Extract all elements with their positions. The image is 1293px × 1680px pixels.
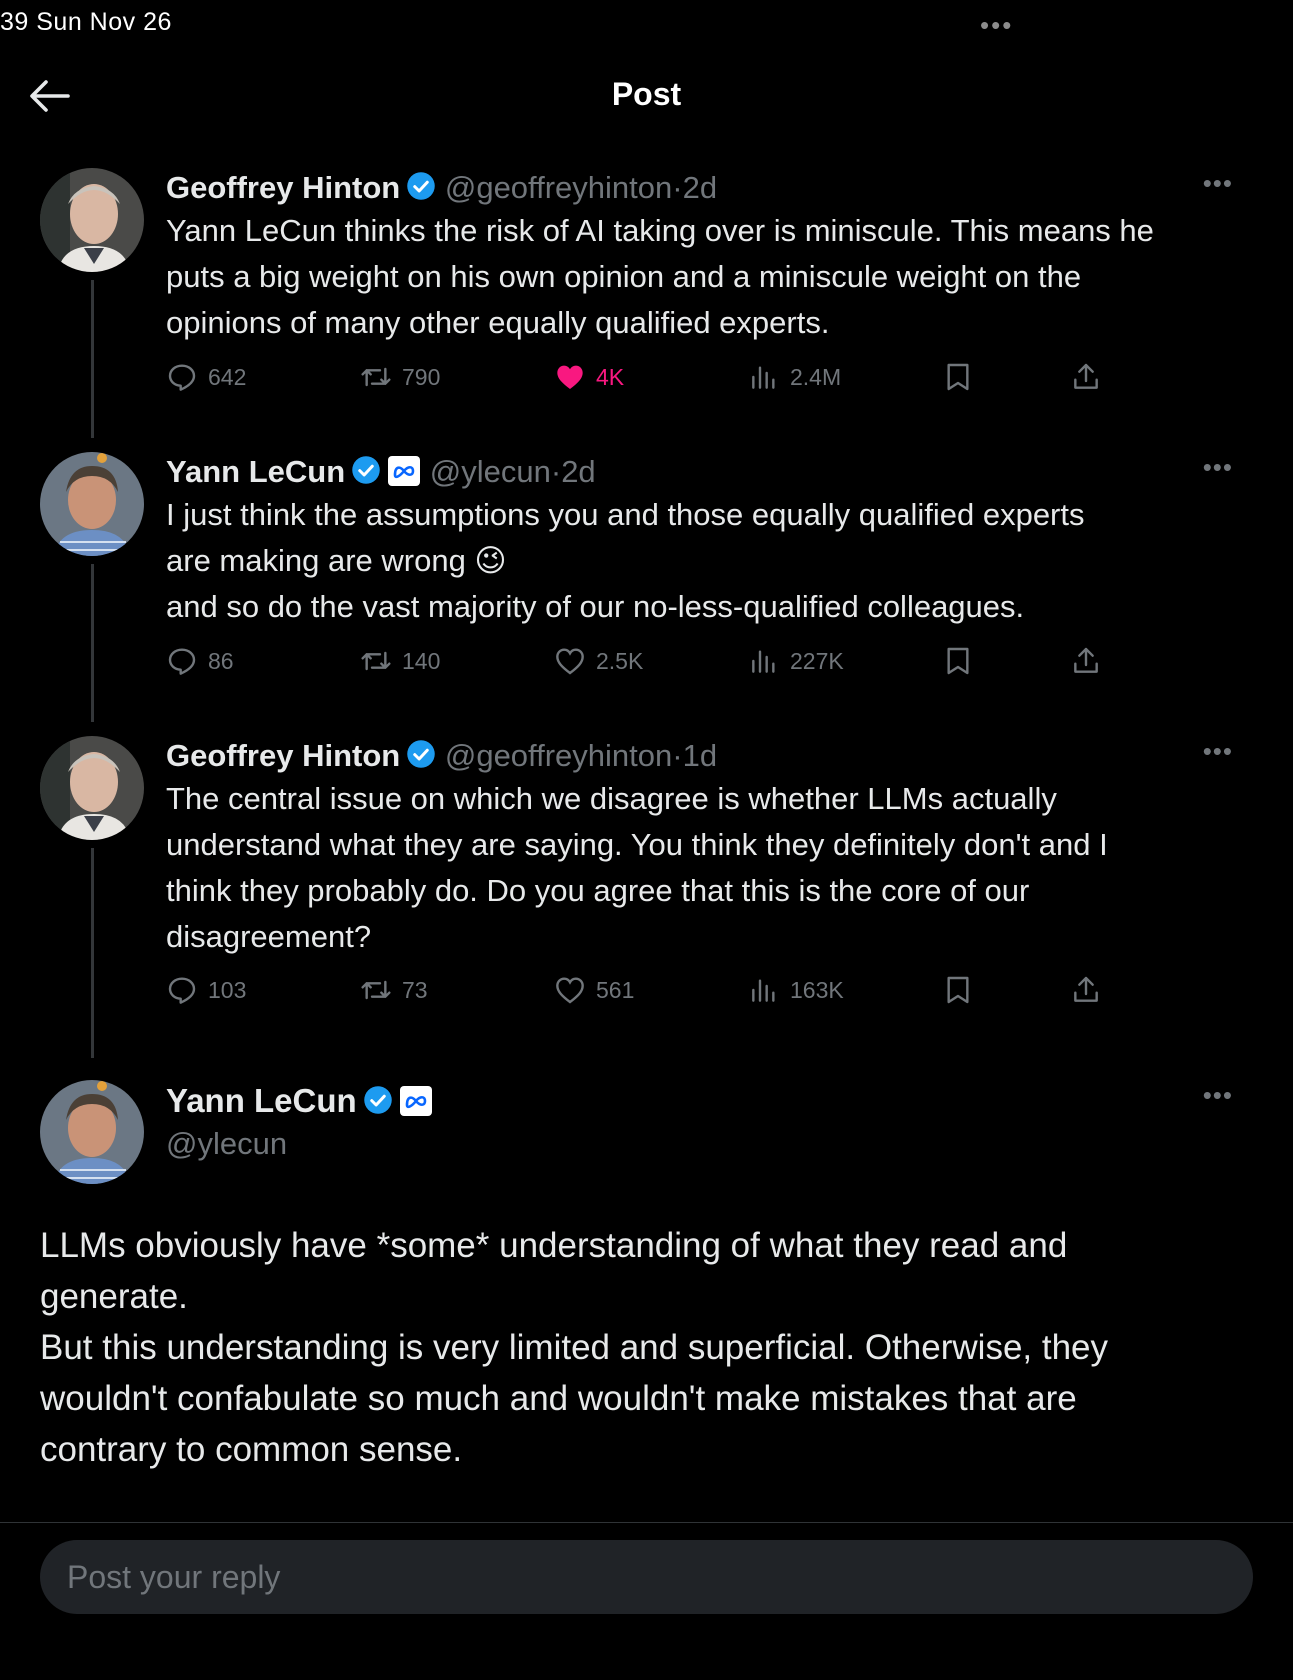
- meta-affiliation-icon: [399, 1085, 433, 1117]
- text-line: The central issue on which we disagree is whether LLMs actually: [166, 781, 1057, 816]
- page-title: Post: [611, 76, 682, 112]
- action-bar: [166, 641, 1166, 681]
- reply-count: 642: [208, 363, 247, 390]
- text-line: LLMs obviously have *some* understanding of what they read and: [40, 1226, 1068, 1265]
- post-text: [40, 1220, 1260, 1475]
- tweet-text: [166, 492, 1256, 630]
- avatar[interactable]: [40, 452, 144, 556]
- bookmark-icon: [942, 645, 974, 677]
- text-line: wouldn't confabulate so much and wouldn't make mistakes that are: [40, 1379, 1077, 1418]
- text-line: are making are wrong 😉: [166, 543, 507, 578]
- text-line: think they probably do. Do you agree that this is the core of our: [166, 873, 1030, 908]
- tweet-text: [166, 208, 1256, 346]
- author-name[interactable]: Yann LeCun: [166, 454, 346, 489]
- like-count: 561: [596, 976, 635, 1003]
- text-line: generate.: [40, 1277, 188, 1316]
- author-name[interactable]: Yann LeCun: [166, 1082, 357, 1119]
- share-icon: [1070, 974, 1102, 1006]
- thread-connector: [91, 564, 94, 722]
- reply-input[interactable]: [65, 1558, 1219, 1597]
- bookmark-button[interactable]: [942, 970, 984, 1010]
- like-button[interactable]: [554, 970, 634, 1010]
- author-name[interactable]: Geoffrey Hinton: [166, 170, 401, 205]
- post-time[interactable]: 2d: [682, 170, 718, 205]
- author-handle[interactable]: @geoffreyhinton: [444, 738, 673, 773]
- more-options-button[interactable]: •••: [1202, 1080, 1233, 1110]
- text-line: and so do the vast majority of our no-less-qualified colleagues.: [166, 589, 1025, 624]
- tweet-header: [166, 170, 717, 206]
- heart-filled-icon: [554, 361, 586, 393]
- share-icon: [1070, 361, 1102, 393]
- text-line: opinions of many other equally qualified experts.: [166, 305, 830, 340]
- text-line: I just think the assumptions you and those equally qualified experts: [166, 497, 1085, 532]
- text-line: Yann LeCun thinks the risk of AI taking over is miniscule. This means he: [166, 213, 1154, 248]
- repost-button[interactable]: [360, 641, 440, 681]
- avatar-lecun-icon: [40, 452, 144, 556]
- thread-tweet[interactable]: [0, 148, 1293, 432]
- author-handle[interactable]: @geoffreyhinton: [444, 170, 673, 205]
- thread-connector: [91, 848, 94, 1058]
- tweet-header: [166, 454, 596, 490]
- avatar[interactable]: [40, 168, 144, 272]
- reply-icon: [166, 361, 198, 393]
- verified-badge-icon: [406, 171, 436, 201]
- reply-icon: [166, 645, 198, 677]
- bookmark-icon: [942, 974, 974, 1006]
- repost-button[interactable]: [360, 357, 440, 397]
- status-bar: [0, 0, 1293, 46]
- views-count: 163K: [790, 976, 844, 1003]
- multitask-dots[interactable]: •••: [980, 10, 1014, 40]
- separator: ·: [550, 454, 562, 489]
- repost-count: 73: [402, 976, 428, 1003]
- repost-count: 790: [402, 363, 441, 390]
- like-button[interactable]: [554, 641, 643, 681]
- heart-icon: [554, 974, 586, 1006]
- views-count: 2.4M: [790, 363, 842, 390]
- avatar[interactable]: [40, 736, 144, 840]
- bookmark-button[interactable]: [942, 357, 984, 397]
- repost-count: 140: [402, 647, 441, 674]
- repost-icon: [360, 974, 392, 1006]
- like-button[interactable]: [554, 357, 624, 397]
- share-button[interactable]: [1070, 641, 1112, 681]
- like-count: 2.5K: [596, 647, 644, 674]
- verified-badge-icon: [406, 739, 436, 769]
- text-line: contrary to common sense.: [40, 1430, 463, 1469]
- text-line: puts a big weight on his own opinion and a miniscule weight on the: [166, 259, 1082, 294]
- action-bar: [166, 970, 1166, 1010]
- header: [0, 46, 1293, 148]
- repost-icon: [360, 361, 392, 393]
- text-line: understand what they are saying. You think they definitely don't and I: [166, 827, 1108, 862]
- reply-count: 103: [208, 976, 247, 1003]
- text-line: But this understanding is very limited and superficial. Otherwise, they: [40, 1328, 1109, 1367]
- avatar-hinton-icon: [40, 168, 144, 272]
- reply-box[interactable]: [40, 1540, 1253, 1614]
- tweet-header: [166, 738, 717, 774]
- bookmark-icon: [942, 361, 974, 393]
- more-options-button[interactable]: •••: [1202, 168, 1233, 198]
- verified-badge-icon: [363, 1085, 393, 1115]
- reply-button[interactable]: [166, 970, 246, 1010]
- share-button[interactable]: [1070, 357, 1112, 397]
- more-options-button[interactable]: •••: [1202, 452, 1233, 482]
- author-handle[interactable]: @ylecun: [166, 1126, 288, 1161]
- share-icon: [1070, 645, 1102, 677]
- reply-button[interactable]: [166, 357, 246, 397]
- post-time[interactable]: 2d: [561, 454, 596, 489]
- heart-icon: [554, 645, 586, 677]
- author-handle[interactable]: @ylecun: [429, 454, 551, 489]
- reply-icon: [166, 974, 198, 1006]
- like-count: 4K: [596, 363, 625, 390]
- author-name[interactable]: Geoffrey Hinton: [166, 738, 401, 773]
- thread-tweet[interactable]: [0, 716, 1293, 1060]
- views-icon: [748, 361, 780, 393]
- views-icon: [748, 645, 780, 677]
- bookmark-button[interactable]: [942, 641, 984, 681]
- status-time: 39 Sun Nov 26: [0, 8, 172, 36]
- views-button[interactable]: [748, 357, 841, 397]
- avatar[interactable]: [40, 1080, 144, 1184]
- views-icon: [748, 974, 780, 1006]
- repost-button[interactable]: [360, 970, 428, 1010]
- avatar-lecun-icon: [40, 1080, 144, 1184]
- reply-count: 86: [208, 647, 234, 674]
- share-button[interactable]: [1070, 970, 1112, 1010]
- more-options-button[interactable]: •••: [1202, 736, 1233, 766]
- tweet-text: [166, 776, 1256, 960]
- meta-affiliation-icon: [387, 455, 421, 487]
- thread-connector: [91, 280, 94, 438]
- action-bar: [166, 357, 1166, 397]
- reply-button[interactable]: [166, 641, 234, 681]
- views-button[interactable]: [748, 970, 844, 1010]
- text-line: disagreement?: [166, 919, 372, 954]
- post-time[interactable]: 1d: [682, 738, 718, 773]
- verified-badge-icon: [351, 455, 381, 485]
- views-button[interactable]: [748, 641, 844, 681]
- views-count: 227K: [790, 647, 844, 674]
- avatar-hinton-icon: [40, 736, 144, 840]
- post-header: [166, 1082, 433, 1120]
- divider: [0, 1522, 1293, 1523]
- thread-tweet[interactable]: [0, 432, 1293, 716]
- separator: ·: [672, 170, 683, 205]
- separator: ·: [672, 738, 683, 773]
- repost-icon: [360, 645, 392, 677]
